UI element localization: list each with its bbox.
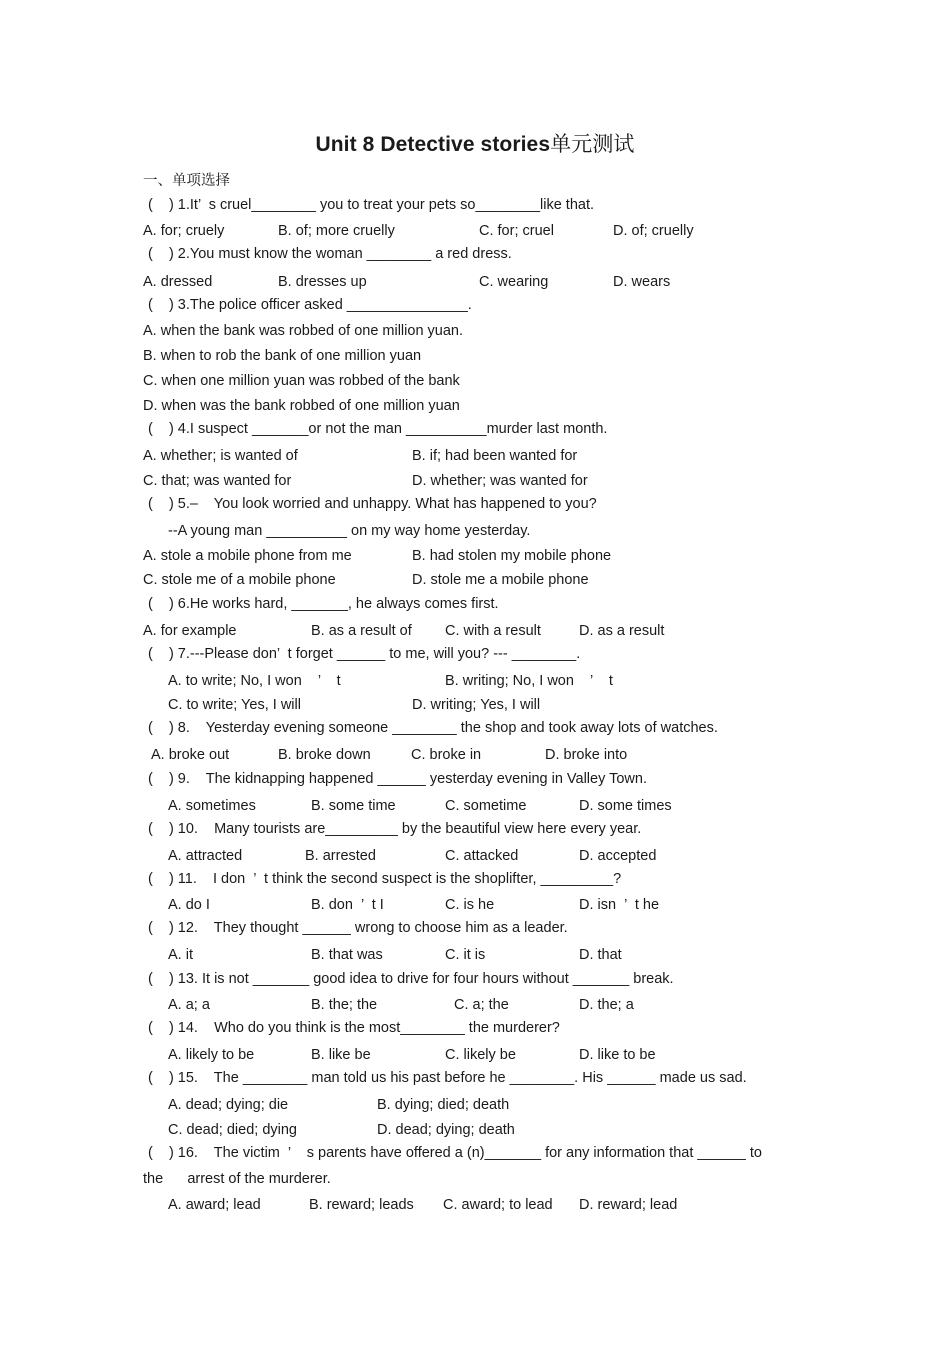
- question-stem: ( ) 7.---Please don’ t forget ______ to me, will you? --- ________.: [148, 646, 581, 662]
- option-b: B. had stolen my mobile phone: [412, 548, 612, 564]
- question-stem-continued: --A young man __________ on my way home yesterday.: [168, 523, 531, 539]
- question-stem: ( ) 6.He works hard, _______, he always comes first.: [148, 596, 499, 612]
- option-d: D. as a result: [579, 623, 665, 639]
- option-a: A. it: [168, 947, 193, 963]
- option-a: A. dressed: [143, 274, 213, 290]
- option-c: C. likely be: [445, 1047, 516, 1063]
- option-b: B. broke down: [278, 747, 371, 763]
- option-c: C. broke in: [411, 747, 482, 763]
- question-stem: ( ) 16. The victim ’ s parents have offered a (n)_______ for any information that ______ to: [148, 1145, 762, 1161]
- option-d: D. dead; dying; death: [377, 1122, 515, 1138]
- option-c: C. that; was wanted for: [143, 473, 292, 489]
- option-a: A. to write; No, I won ’ t: [168, 673, 341, 689]
- option-d: D. of; cruelly: [613, 223, 694, 239]
- option-b: B. as a result of: [311, 623, 412, 639]
- option-b: B. writing; No, I won ’ t: [445, 673, 613, 689]
- option-c: C. to write; Yes, I will: [168, 697, 301, 713]
- option-d: D. whether; was wanted for: [412, 473, 588, 489]
- option-c: C. when one million yuan was robbed of the bank: [143, 373, 460, 389]
- option-b: B. that was: [311, 947, 383, 963]
- option-b: B. of; more cruelly: [278, 223, 395, 239]
- section-heading: 一、单项选择: [143, 173, 230, 189]
- option-a: A. do I: [168, 897, 210, 913]
- option-d: D. stole me a mobile phone: [412, 572, 589, 588]
- title-english: Unit 8 Detective stories: [315, 133, 551, 156]
- question-stem: ( ) 12. They thought ______ wrong to choose him as a leader.: [148, 920, 568, 936]
- option-c: C. a; the: [454, 997, 509, 1013]
- option-a: A. dead; dying; die: [168, 1097, 289, 1113]
- option-c: C. with a result: [445, 623, 541, 639]
- option-a: A. for; cruely: [143, 223, 225, 239]
- question-stem: ( ) 4.I suspect _______or not the man __________murder last month.: [148, 421, 608, 437]
- option-c: C. wearing: [479, 274, 549, 290]
- option-b: B. like be: [311, 1047, 371, 1063]
- option-b: B. some time: [311, 798, 396, 814]
- question-stem: ( ) 3.The police officer asked _______________.: [148, 297, 472, 313]
- option-c: C. stole me of a mobile phone: [143, 572, 336, 588]
- option-a: A. for example: [143, 623, 237, 639]
- option-d: D. like to be: [579, 1047, 656, 1063]
- option-b: B. don ’ t I: [311, 897, 384, 913]
- option-d: D. broke into: [545, 747, 628, 763]
- option-a: A. stole a mobile phone from me: [143, 548, 352, 564]
- option-d: D. accepted: [579, 848, 657, 864]
- question-stem: ( ) 5.– You look worried and unhappy. What has happened to you?: [148, 496, 597, 512]
- option-d: D. the; a: [579, 997, 634, 1013]
- question-stem: ( ) 15. The ________ man told us his past before he ________. His ______ made us sad.: [148, 1070, 747, 1086]
- option-a: A. when the bank was robbed of one million yuan.: [143, 323, 464, 339]
- option-d: D. that: [579, 947, 622, 963]
- question-stem: ( ) 2.You must know the woman ________ a red dress.: [148, 246, 512, 262]
- option-c: C. for; cruel: [479, 223, 554, 239]
- question-stem: ( ) 9. The kidnapping happened ______ yesterday evening in Valley Town.: [148, 771, 647, 787]
- question-stem: ( ) 14. Who do you think is the most________ the murderer?: [148, 1020, 560, 1036]
- option-c: C. attacked: [445, 848, 519, 864]
- option-c: C. award; to lead: [443, 1197, 553, 1213]
- option-d: D. writing; Yes, I will: [412, 697, 541, 713]
- option-a: A. likely to be: [168, 1047, 255, 1063]
- option-b: B. reward; leads: [309, 1197, 414, 1213]
- option-c: C. is he: [445, 897, 495, 913]
- option-b: B. when to rob the bank of one million yuan: [143, 348, 422, 364]
- option-d: D. wears: [613, 274, 671, 290]
- option-b: B. arrested: [305, 848, 376, 864]
- option-a: A. whether; is wanted of: [143, 448, 298, 464]
- option-a: A. broke out: [151, 747, 230, 763]
- question-stem: ( ) 8. Yesterday evening someone ________ the shop and took away lots of watches.: [148, 720, 718, 736]
- option-d: D. isn ’ t he: [579, 897, 660, 913]
- option-a: A. a; a: [168, 997, 210, 1013]
- option-a: A. sometimes: [168, 798, 256, 814]
- option-a: A. award; lead: [168, 1197, 261, 1213]
- option-d: D. reward; lead: [579, 1197, 678, 1213]
- option-d: D. when was the bank robbed of one million yuan: [143, 398, 460, 414]
- option-a: A. attracted: [168, 848, 243, 864]
- option-b: B. the; the: [311, 997, 378, 1013]
- option-c: C. it is: [445, 947, 486, 963]
- option-c: C. sometime: [445, 798, 527, 814]
- page-title: [0, 128, 950, 158]
- question-stem: ( ) 11. I don ’ t think the second suspect is the shoplifter, _________?: [148, 871, 622, 887]
- question-stem: ( ) 13. It is not _______ good idea to drive for four hours without _______ break.: [148, 971, 674, 987]
- option-b: B. dying; died; death: [377, 1097, 510, 1113]
- question-stem: ( ) 1.It’ s cruel________ you to treat your pets so________like that.: [148, 197, 595, 213]
- option-d: D. some times: [579, 798, 672, 814]
- option-b: B. if; had been wanted for: [412, 448, 578, 464]
- option-c: C. dead; died; dying: [168, 1122, 297, 1138]
- question-stem-continued: the arrest of the murderer.: [143, 1171, 331, 1187]
- option-b: B. dresses up: [278, 274, 367, 290]
- question-stem: ( ) 10. Many tourists are_________ by the beautiful view here every year.: [148, 821, 642, 837]
- title-chinese: 单元测试: [550, 133, 635, 156]
